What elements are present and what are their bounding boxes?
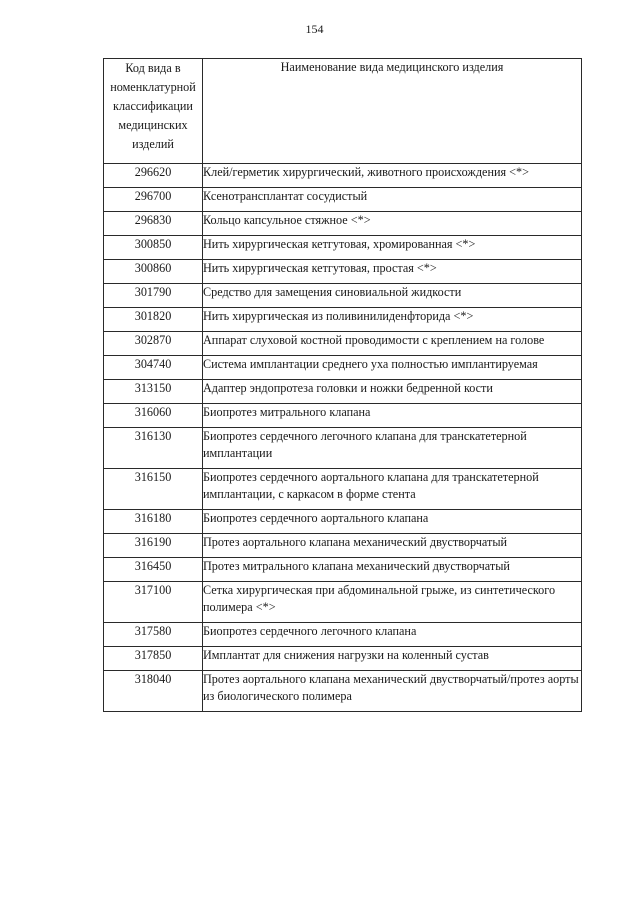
table-row: [104, 510, 582, 534]
row-name: Биопротез сердечного легочного клапана: [203, 623, 582, 647]
row-name: Биопротез митрального клапана: [203, 404, 582, 428]
medical-device-table: [103, 58, 582, 712]
row-code: 300850: [104, 236, 203, 260]
table-header-row: [104, 59, 582, 164]
table-row: [104, 308, 582, 332]
page-number: 154: [305, 22, 324, 36]
row-code: 301820: [104, 308, 203, 332]
row-code: 313150: [104, 380, 203, 404]
row-code: 316450: [104, 558, 203, 582]
row-name: Биопротез сердечного аортального клапана для транскатетерной имплантации, с каркасом в форме стента: [203, 469, 582, 510]
row-code: 317850: [104, 647, 203, 671]
row-name: Сетка хирургическая при абдоминальной грыже, из синтетического полимера <*>: [203, 582, 582, 623]
row-name: Средство для замещения синовиальной жидкости: [203, 284, 582, 308]
row-code: 296830: [104, 212, 203, 236]
row-code: 296700: [104, 188, 203, 212]
row-code: 316190: [104, 534, 203, 558]
table-row: [104, 332, 582, 356]
table-row: [104, 534, 582, 558]
table-row: [104, 212, 582, 236]
table-row: [104, 284, 582, 308]
table-row: [104, 356, 582, 380]
header-name: Наименование вида медицинского изделия: [203, 59, 582, 164]
row-name: Протез аортального клапана механический двустворчатый/протез аорты из биологического полимера: [203, 671, 582, 712]
row-name: Аппарат слуховой костной проводимости с креплением на голове: [203, 332, 582, 356]
row-code: 296620: [104, 164, 203, 188]
row-code: 301790: [104, 284, 203, 308]
table-row: [104, 260, 582, 284]
row-code: 304740: [104, 356, 203, 380]
row-name: Нить хирургическая из поливинилиденфторида <*>: [203, 308, 582, 332]
table-row: [104, 582, 582, 623]
row-code: 317580: [104, 623, 203, 647]
row-name: Нить хирургическая кетгутовая, хромированная <*>: [203, 236, 582, 260]
row-name: Имплантат для снижения нагрузки на коленный сустав: [203, 647, 582, 671]
row-name: Нить хирургическая кетгутовая, простая <*>: [203, 260, 582, 284]
row-name: Протез аортального клапана механический двустворчатый: [203, 534, 582, 558]
table-row: [104, 671, 582, 712]
table-row: [104, 380, 582, 404]
row-code: 316180: [104, 510, 203, 534]
row-name: Ксенотрансплантат сосудистый: [203, 188, 582, 212]
row-code: 302870: [104, 332, 203, 356]
table-row: [104, 469, 582, 510]
row-name: Биопротез сердечного легочного клапана для транскатетерной имплантации: [203, 428, 582, 469]
row-name: Клей/герметик хирургический, животного происхождения <*>: [203, 164, 582, 188]
row-name: Кольцо капсульное стяжное <*>: [203, 212, 582, 236]
table-row: [104, 558, 582, 582]
row-name: Биопротез сердечного аортального клапана: [203, 510, 582, 534]
table-row: [104, 236, 582, 260]
row-code: 318040: [104, 671, 203, 712]
row-name: Протез митрального клапана механический двустворчатый: [203, 558, 582, 582]
table-row: [104, 404, 582, 428]
row-name: Система имплантации среднего уха полностью имплантируемая: [203, 356, 582, 380]
table-row: [104, 164, 582, 188]
row-code: 316150: [104, 469, 203, 510]
row-code: 316130: [104, 428, 203, 469]
table-row: [104, 647, 582, 671]
table-row: [104, 188, 582, 212]
row-code: 300860: [104, 260, 203, 284]
row-code: 316060: [104, 404, 203, 428]
row-code: 317100: [104, 582, 203, 623]
table-row: [104, 623, 582, 647]
table-row: [104, 428, 582, 469]
row-name: Адаптер эндопротеза головки и ножки бедренной кости: [203, 380, 582, 404]
header-code: Код вида в номенклатурной классификации медицинских изделий: [104, 59, 203, 164]
